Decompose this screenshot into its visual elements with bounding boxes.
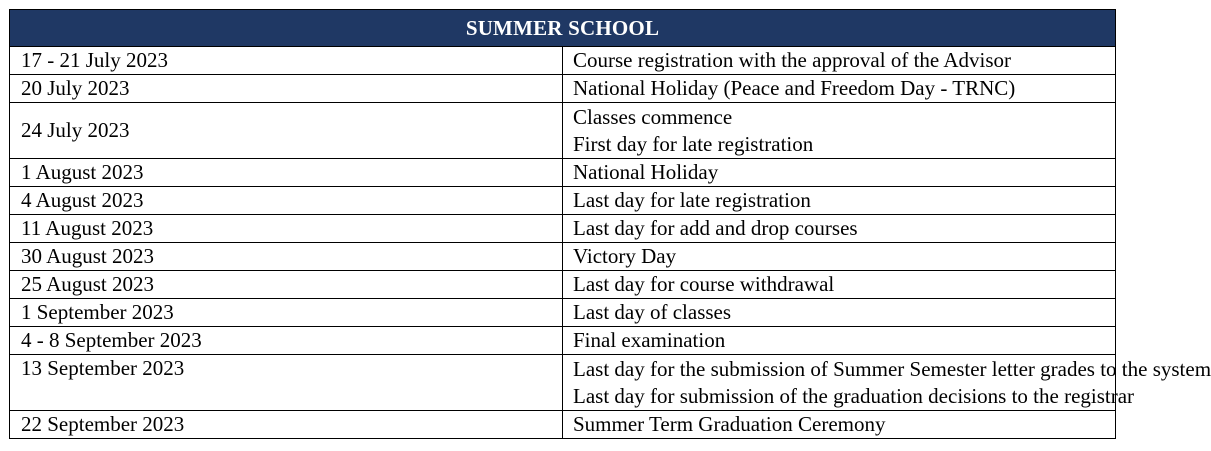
event-cell	[563, 159, 1116, 187]
event-text: Last day of classes	[573, 300, 732, 324]
table-row	[10, 355, 1116, 411]
event-text: First day for late registration	[573, 131, 814, 156]
event-cell	[563, 75, 1116, 103]
event-text: Last day for late registration	[573, 188, 811, 212]
event-text: Last day for course withdrawal	[573, 272, 835, 296]
date-cell: 13 September 2023	[10, 355, 563, 411]
event-text: National Holiday	[573, 160, 719, 184]
table-row	[10, 327, 1116, 355]
table-row	[10, 243, 1116, 271]
event-cell	[563, 103, 1116, 159]
event-text: Last day for add and drop courses	[573, 216, 858, 240]
event-text: Last day for submission of the graduation decisions to the registrar	[573, 383, 1135, 408]
event-text: Summer Term Graduation Ceremony	[573, 412, 886, 436]
event-cell	[563, 299, 1116, 327]
table-row	[10, 187, 1116, 215]
event-cell	[563, 187, 1116, 215]
date-cell: 1 September 2023	[10, 299, 563, 327]
table-row	[10, 215, 1116, 243]
date-cell: 22 September 2023	[10, 411, 563, 439]
date-cell: 11 August 2023	[10, 215, 563, 243]
table-row	[10, 299, 1116, 327]
event-cell	[563, 327, 1116, 355]
table-row	[10, 411, 1116, 439]
date-cell: 20 July 2023	[10, 75, 563, 103]
event-cell	[563, 355, 1211, 411]
date-cell: 4 - 8 September 2023	[10, 327, 563, 355]
table-row	[10, 75, 1116, 103]
date-cell: 25 August 2023	[10, 271, 563, 299]
event-text: Course registration with the approval of the Advisor	[573, 48, 1011, 72]
event-cell	[563, 47, 1116, 75]
table-row	[10, 159, 1116, 187]
date-cell: 17 - 21 July 2023	[10, 47, 563, 75]
event-cell	[563, 411, 1116, 439]
event-text: Classes commence	[573, 104, 733, 129]
event-cell	[563, 243, 1116, 271]
date-cell: 1 August 2023	[10, 159, 563, 187]
table-header-row	[10, 10, 1116, 47]
event-text: Victory Day	[573, 244, 677, 268]
event-cell	[563, 215, 1116, 243]
event-text: Last day for the submission of Summer Semester letter grades to the system	[573, 356, 1211, 381]
table-title: SUMMER SCHOOL	[10, 10, 1116, 47]
table-row	[10, 47, 1116, 75]
event-text: Final examination	[573, 328, 726, 352]
date-cell: 4 August 2023	[10, 187, 563, 215]
date-cell: 30 August 2023	[10, 243, 563, 271]
date-cell: 24 July 2023	[10, 103, 563, 159]
event-text: National Holiday (Peace and Freedom Day - TRNC)	[573, 76, 1016, 100]
table-row	[10, 103, 1116, 159]
table-row	[10, 271, 1116, 299]
academic-calendar-table	[9, 9, 1211, 439]
event-cell	[563, 271, 1116, 299]
